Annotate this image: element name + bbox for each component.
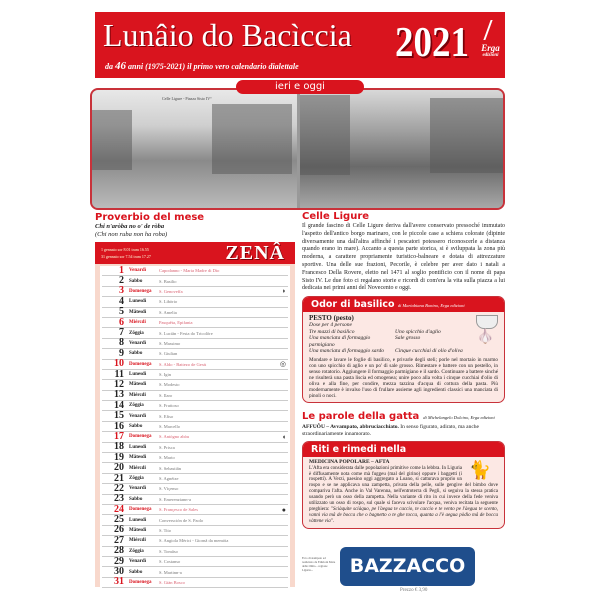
proverb-dialect: Chi n'aròba no o' de ròba — [95, 223, 165, 230]
saint: S. Genoveffa — [159, 288, 183, 294]
ingredient: Sale grosso — [395, 335, 421, 342]
calendar-title: Lunâio do Bacìccia — [103, 17, 352, 53]
weekday: Lunesdì — [129, 444, 147, 450]
celle-text: Il grande fascino di Celle Ligure deriva dall'avere conservato pressoché immutato l'aspetto dell'antico borgo marinaro, con le piccole case a schiera colorate (dipinte diversamente una dall'altra affinché i pescatori potessero riconoscerle a distanza quando erano in mare). Accanto a questa parte storica, si è sviluppata la zona più moderna, a carattere propriamente turistico-balneare e dotata di attrezzature sportive. Una delle sue frazioni, Pecorile, è celebre per aver dato i natali a Francesco Della Rovere, eletto nel 1471 al soglio pontificio con il nome di papa Sisto IV. Le due foto ci regalano storie e ricordi di com'era la vita sulla piazza a lui dedicata nei primi anni del Novecento e oggi. — [302, 223, 505, 292]
basilico-title: Odor di basilico — [311, 299, 395, 311]
day-row — [102, 308, 288, 318]
day-row — [102, 276, 288, 286]
saint: S. Massimo — [159, 340, 181, 346]
subtitle-pre: da — [105, 62, 113, 71]
proverb-title: Proverbio del mese — [95, 212, 205, 223]
parole-meaning: – Avvampato, abbruciacchiato. — [326, 423, 399, 430]
day-row — [102, 463, 288, 473]
proverb-section — [95, 212, 204, 239]
day-number: 1 — [119, 264, 124, 276]
day-number: 30 — [114, 566, 124, 578]
year: 2021 — [395, 20, 469, 66]
day-number: 21 — [114, 472, 124, 484]
saint: S. Marcello — [159, 424, 180, 430]
weekday: Domenega — [129, 361, 152, 367]
saint: S. Agnéize — [159, 476, 179, 481]
weekday: Sabbo — [129, 569, 143, 575]
garlic-icon: 🧄 — [476, 330, 494, 346]
riti-prayer: "Sciàquite sciàquo, pe l'àegua te caccio, te caccio e te vento pe l'àegua te scento, vanni via mâ de bocca che o bagnetto o te ghe tocca, quanta a l'è aegua pòdio mâ de bocca vàttene via". — [309, 507, 499, 524]
day-number: 16 — [114, 420, 124, 432]
day-number: 5 — [119, 306, 124, 318]
day-row — [102, 318, 288, 328]
ingredient: Una manciata di formaggio sardo — [309, 348, 384, 355]
day-row — [102, 443, 288, 453]
day-number: 31 — [114, 576, 124, 588]
day-number: 25 — [114, 514, 124, 526]
day-row — [102, 349, 288, 359]
weekday: Zöggia — [129, 403, 144, 409]
day-row — [102, 453, 288, 463]
right-column — [302, 211, 505, 529]
saint: S. Igin — [159, 372, 172, 378]
day-row — [102, 515, 288, 525]
day-number: 27 — [114, 534, 124, 546]
ingredient: Tre mazzi di basilico — [309, 328, 355, 335]
celle-section — [302, 211, 505, 293]
saint: S. Fruttoso — [159, 403, 179, 409]
day-row — [102, 401, 288, 411]
city-name: ZENÂ — [225, 242, 285, 264]
day-number: 18 — [114, 441, 124, 453]
weekday: Miércdi — [129, 465, 146, 471]
day-row — [102, 578, 288, 588]
weekday: Miércdi — [129, 392, 146, 398]
day-number: 15 — [114, 410, 124, 422]
saint: S. Basilio — [159, 278, 177, 284]
saint: S. Ilaro — [159, 392, 173, 398]
saint: S. Antògno abòu — [159, 434, 190, 440]
weekday: Venardì — [129, 340, 147, 346]
saint: S. Tito — [159, 527, 172, 533]
ingredients — [309, 329, 498, 355]
day-number: 4 — [119, 295, 124, 307]
weekday: Mâtesdì — [129, 527, 147, 533]
saint: S. Emerenziann-a — [159, 496, 191, 502]
sun-times — [101, 246, 151, 260]
publisher-sub: edizioni — [482, 53, 499, 58]
day-row — [102, 297, 288, 307]
saint: Capodanno - Maria Madre di Dio — [159, 268, 220, 274]
weekday: Venardì — [129, 559, 147, 565]
new-photo — [300, 90, 503, 208]
saint: S. Amelia — [159, 309, 177, 315]
saint: S. Costanso — [159, 559, 181, 565]
weekday: Zöggia — [129, 330, 144, 336]
weekday: Lunesdì — [129, 517, 147, 523]
day-row — [102, 432, 288, 442]
saint: S. Tomâso — [159, 548, 178, 554]
day-number: 11 — [114, 368, 124, 380]
calendar-header — [95, 242, 295, 264]
day-row — [102, 505, 288, 515]
recipe-title: PESTO (pesto) — [309, 314, 354, 323]
saint: S. Martinn-a — [159, 569, 182, 575]
recipe-dose: Dose per 4 persone — [309, 322, 352, 329]
day-row — [102, 484, 288, 494]
moon-phase-icon: ◖ — [281, 432, 286, 441]
weekday: Venardì — [129, 413, 147, 419]
subtitle — [105, 60, 299, 73]
day-number: 29 — [114, 555, 124, 567]
weekday: Venardì — [129, 268, 147, 274]
weekday: Venardì — [129, 486, 147, 492]
saint: S. Mario — [159, 455, 175, 461]
saint: S. Libòrio — [159, 299, 178, 305]
saint: S. Efiso — [159, 413, 174, 419]
parole-title: Le parole della gatta — [302, 410, 420, 422]
day-row — [102, 526, 288, 536]
day-row — [102, 328, 288, 338]
saint: S. Françesco de Sales — [159, 507, 198, 513]
month-calendar — [95, 242, 295, 587]
day-number: 17 — [114, 430, 124, 442]
day-row — [102, 557, 288, 567]
weekday: Sabbo — [129, 351, 143, 357]
day-number: 7 — [119, 327, 124, 339]
day-row — [102, 567, 288, 577]
day-row — [102, 339, 288, 349]
celle-title: Celle Ligure — [302, 211, 370, 222]
day-row — [102, 370, 288, 380]
weekday: Miércdi — [129, 320, 146, 326]
day-row — [102, 266, 288, 276]
saint: S. Luciân - Festa do Tricolôre — [159, 330, 213, 336]
weekday: Miércdi — [129, 538, 146, 544]
saint: S. Aldo - Battezo de Gexù — [159, 361, 207, 367]
saint: S. Sebastiân — [159, 465, 181, 471]
parole-author: di Michelangelo Dolcino, Erga edizioni — [423, 414, 495, 420]
parole-text: In senso figurato, adirato, ma anche straordinariamente innamorato. — [302, 423, 479, 437]
fine-print: Foto di stampato ed realizzato da Edizioni Mare delle Olmo... regione Liguria... — [302, 556, 336, 572]
day-number: 20 — [114, 462, 124, 474]
riti-title: Riti e rimedi nella — [303, 442, 504, 457]
weekday: Domenega — [129, 507, 152, 513]
day-number: 13 — [114, 389, 124, 401]
day-row — [102, 547, 288, 557]
day-number: 28 — [114, 545, 124, 557]
day-number: 23 — [114, 493, 124, 505]
photos-tab-label: ieri e oggi — [236, 80, 364, 94]
day-number: 24 — [114, 503, 124, 515]
day-row — [102, 391, 288, 401]
sail-logo-icon — [483, 20, 500, 40]
mortar-icon — [476, 315, 498, 329]
parole-word: AFFUÔU — [302, 423, 325, 430]
day-row — [102, 360, 288, 370]
riti-box — [302, 441, 505, 529]
moon-phase-icon: ● — [281, 505, 286, 514]
day-number: 9 — [119, 347, 124, 359]
weekday: Sabbo — [129, 496, 143, 502]
day-number: 19 — [114, 451, 124, 463]
old-photo — [92, 90, 297, 208]
ingredient: Una manciata di formaggio parmigiano — [309, 335, 371, 348]
riti-text: L'Afta era considerata dalle popolazioni primitive come la lebbra. In Liguria è diffusamente nota come mà fuggeu (mal del girino) oppure i baggetti (i rospetti). A Verzi, paesino oggi aggregato a Loano, si catturava proprio un rospo e se ne applicava una zampetta, privata della pelle, sulle gengive del bimbo dove compariva l'afta. Anche in Val Varenna, nell'entroterra di Pegli, si seguiva la stessa pratica usando però un osso della zampetta. Nella variante di rito in cui invece della fede veniva utilizzato un osso di rospo, sul quale si faceva scivolare l'acqua, veniva recitata la seguente preghiera: — [309, 465, 498, 513]
bazzacco-logo: BAZZACCO — [340, 547, 475, 586]
sun-time-start: 1 gennaio sor 8.01 tram 16.55 — [101, 247, 149, 252]
day-row — [102, 422, 288, 432]
photo-caption: Celle Ligure - Piazza Sisto IV° — [162, 96, 212, 101]
weekday: Domenega — [129, 579, 152, 585]
day-list — [100, 266, 290, 588]
weekday: Lunesdì — [129, 299, 147, 305]
sun-time-end: 31 gennaio sor 7.54 tram 17.27 — [101, 254, 151, 259]
basilico-box — [302, 296, 505, 403]
weekday: Sabbo — [129, 278, 143, 284]
basilico-header — [303, 297, 504, 312]
basilico-author: di Mariabiana Bonino, Erga edizioni — [397, 303, 465, 309]
saint: Pasquêta, Epifania — [159, 320, 193, 326]
ingredient: Cinque cucchiai di olio d'oliva — [395, 348, 463, 355]
publisher-logo — [478, 44, 503, 59]
day-row — [102, 495, 288, 505]
weekday: Lunesdì — [129, 372, 147, 378]
subtitle-years: 46 — [115, 60, 126, 72]
day-number: 8 — [119, 337, 124, 349]
weekday: Mâtesdì — [129, 455, 147, 461]
parole-section — [302, 406, 505, 438]
weekday: Domenega — [129, 288, 152, 294]
ingredient: Uno spicchio d'aglio — [395, 328, 441, 335]
weekday: Zöggia — [129, 476, 144, 481]
day-number: 22 — [114, 482, 124, 494]
day-row — [102, 380, 288, 390]
weekday: Zöggia — [129, 548, 144, 554]
weekday: Domenega — [129, 434, 152, 440]
day-row — [102, 474, 288, 484]
saint: S. Giàn Bosco — [159, 579, 185, 585]
cat-illustration-icon: 🐈 — [468, 459, 492, 480]
day-row — [102, 411, 288, 421]
saint: S. Vìçenso — [159, 486, 179, 492]
weekday: Sabbo — [129, 424, 143, 430]
day-number: 12 — [114, 379, 124, 390]
day-number: 2 — [119, 275, 124, 287]
day-row — [102, 536, 288, 546]
day-number: 10 — [114, 358, 124, 370]
day-number: 14 — [114, 399, 124, 411]
day-number: 3 — [119, 285, 124, 297]
moon-phase-icon: ◎ — [279, 360, 286, 369]
day-number: 6 — [119, 316, 124, 328]
saint: S. Prisca — [159, 444, 175, 450]
weekday: Mâtesdì — [129, 382, 147, 388]
saint: Conversción de S. Paolo — [159, 517, 204, 523]
saint: S. Angiola Mèrici - Giornâ da memöia — [159, 538, 229, 544]
price: Prezzo € 3,90 — [400, 588, 428, 593]
saint: S. Modesto — [159, 382, 180, 388]
title-banner — [95, 12, 505, 78]
subtitle-post: anni (1975-2021) il primo vero calendario dialettale — [128, 62, 299, 71]
day-number: 26 — [114, 524, 124, 536]
photos-panel — [90, 88, 505, 210]
recipe-text: Mondare e lavare le foglie di basilico, e privarle degli steli; porle nel mortaio in marmo con uno spicchio di aglio e un po' di sale grosso. Rimestare e battere con un pestello, in senso rotatorio. Aggiungere il formaggio parmigiano e il sardo. Continuare a battere sinché ne risulterà una pasta liscia ed omogenea; unire poco alla volta i cinque cucchiai d'olio di oliva e alla fine, per condire, mezza tazzina d'acqua di cottura della pasta. Più modernamente è invalso l'uso di frullare assieme agli ingredienti classici una manciata di pinoli o noci. — [309, 356, 499, 399]
day-row — [102, 287, 288, 297]
weekday: Mâtesdì — [129, 309, 147, 315]
publisher-name: Erga — [481, 43, 500, 53]
saint: S. Giulian — [159, 351, 178, 357]
proverb-italian: (Chi non ruba non ha roba) — [95, 231, 168, 238]
riti-subtitle: MEDICINA POPOLARE – AFTA — [309, 458, 390, 465]
moon-phase-icon: ◗ — [281, 287, 286, 296]
